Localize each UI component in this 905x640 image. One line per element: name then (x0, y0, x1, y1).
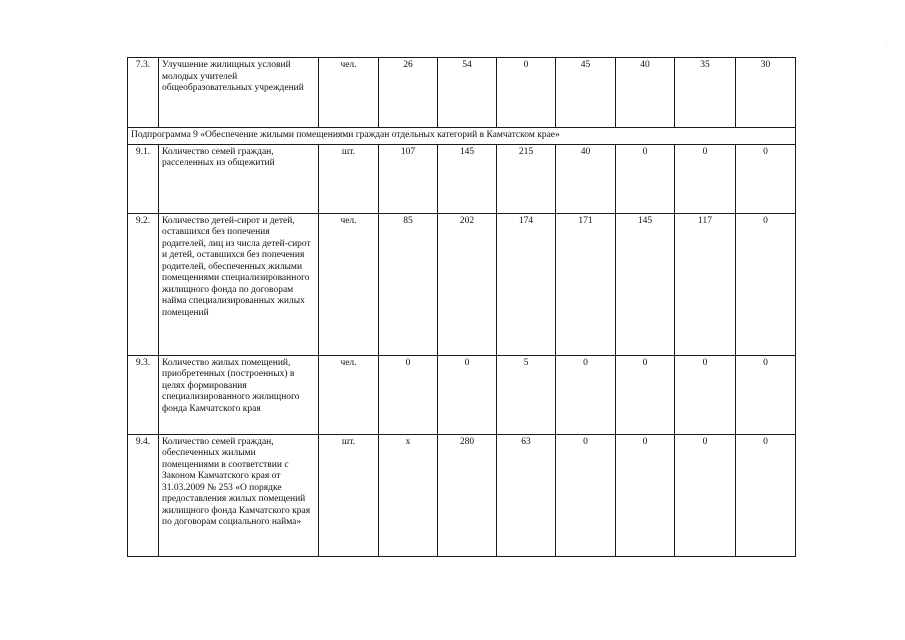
value-cell: 174 (497, 213, 556, 355)
indicator-name: Количество семей граждан, расселенных из общежитий (159, 144, 319, 213)
value-cell: 40 (616, 58, 675, 128)
table-row (128, 144, 796, 213)
value-cell: 0 (379, 355, 438, 434)
value-cell: 0 (616, 434, 675, 556)
indicator-name: Количество детей-сирот и детей, оставшихся без попечения родителей, лиц из числа детей-сирот и детей, оставшихся без попечения родителей, обеспеченных жилыми помещениями специализированного жилищного фонда по договорам найма специализированных жилых помещений (159, 213, 319, 355)
value-cell: 0 (736, 144, 796, 213)
subprogram-title: Подпрограмма 9 «Обеспечение жилыми помещениями граждан отдельных категорий в Камчатском крае» (128, 128, 796, 145)
table-row (128, 355, 796, 434)
value-cell: 26 (379, 58, 438, 128)
value-cell: 35 (675, 58, 736, 128)
unit-cell: шт. (319, 434, 379, 556)
value-cell: 0 (497, 58, 556, 128)
row-number: 9.1. (128, 144, 159, 213)
subprogram-row (128, 128, 796, 145)
value-cell: 0 (675, 355, 736, 434)
value-cell: 0 (438, 355, 497, 434)
value-cell: 145 (616, 213, 675, 355)
value-cell: 202 (438, 213, 497, 355)
indicators-table (127, 57, 796, 557)
value-cell: 40 (556, 144, 616, 213)
value-cell: 0 (675, 144, 736, 213)
table-row (128, 58, 796, 128)
value-cell: 0 (556, 434, 616, 556)
value-cell: 0 (736, 355, 796, 434)
indicator-name: Количество жилых помещений, приобретенных (построенных) в целях формирования специализированного жилищного фонда Камчатского края (159, 355, 319, 434)
value-cell: 0 (736, 213, 796, 355)
value-cell: 107 (379, 144, 438, 213)
row-number: 9.2. (128, 213, 159, 355)
value-cell: 145 (438, 144, 497, 213)
scan-speck: · (734, 551, 737, 560)
unit-cell: чел. (319, 58, 379, 128)
value-cell: 117 (675, 213, 736, 355)
document-page (127, 57, 796, 557)
table-row (128, 213, 796, 355)
row-number: 9.4. (128, 434, 159, 556)
value-cell: 280 (438, 434, 497, 556)
value-cell: 0 (616, 144, 675, 213)
value-cell: 0 (556, 355, 616, 434)
unit-cell: шт. (319, 144, 379, 213)
table-row (128, 434, 796, 556)
value-cell: 85 (379, 213, 438, 355)
value-cell: х (379, 434, 438, 556)
value-cell: 45 (556, 58, 616, 128)
indicator-name: Количество семей граждан, обеспеченных жилыми помещениями в соответствии с Законом Камчатского края от 31.03.2009 № 253 «О порядке предоставления жилых помещений жилищного фонда Камчатского края по договорам социального найма» (159, 434, 319, 556)
value-cell: 0 (675, 434, 736, 556)
row-number: 7.3. (128, 58, 159, 128)
value-cell: 63 (497, 434, 556, 556)
unit-cell: чел. (319, 213, 379, 355)
value-cell: 0 (616, 355, 675, 434)
value-cell: 171 (556, 213, 616, 355)
value-cell: 0 (736, 434, 796, 556)
value-cell: 30 (736, 58, 796, 128)
row-number: 9.3. (128, 355, 159, 434)
value-cell: 5 (497, 355, 556, 434)
value-cell: 54 (438, 58, 497, 128)
indicator-name: Улучшение жилищных условий молодых учителей общеобразовательных учреждений (159, 58, 319, 128)
scan-edge-mark: · (886, 44, 888, 50)
value-cell: 215 (497, 144, 556, 213)
unit-cell: чел. (319, 355, 379, 434)
